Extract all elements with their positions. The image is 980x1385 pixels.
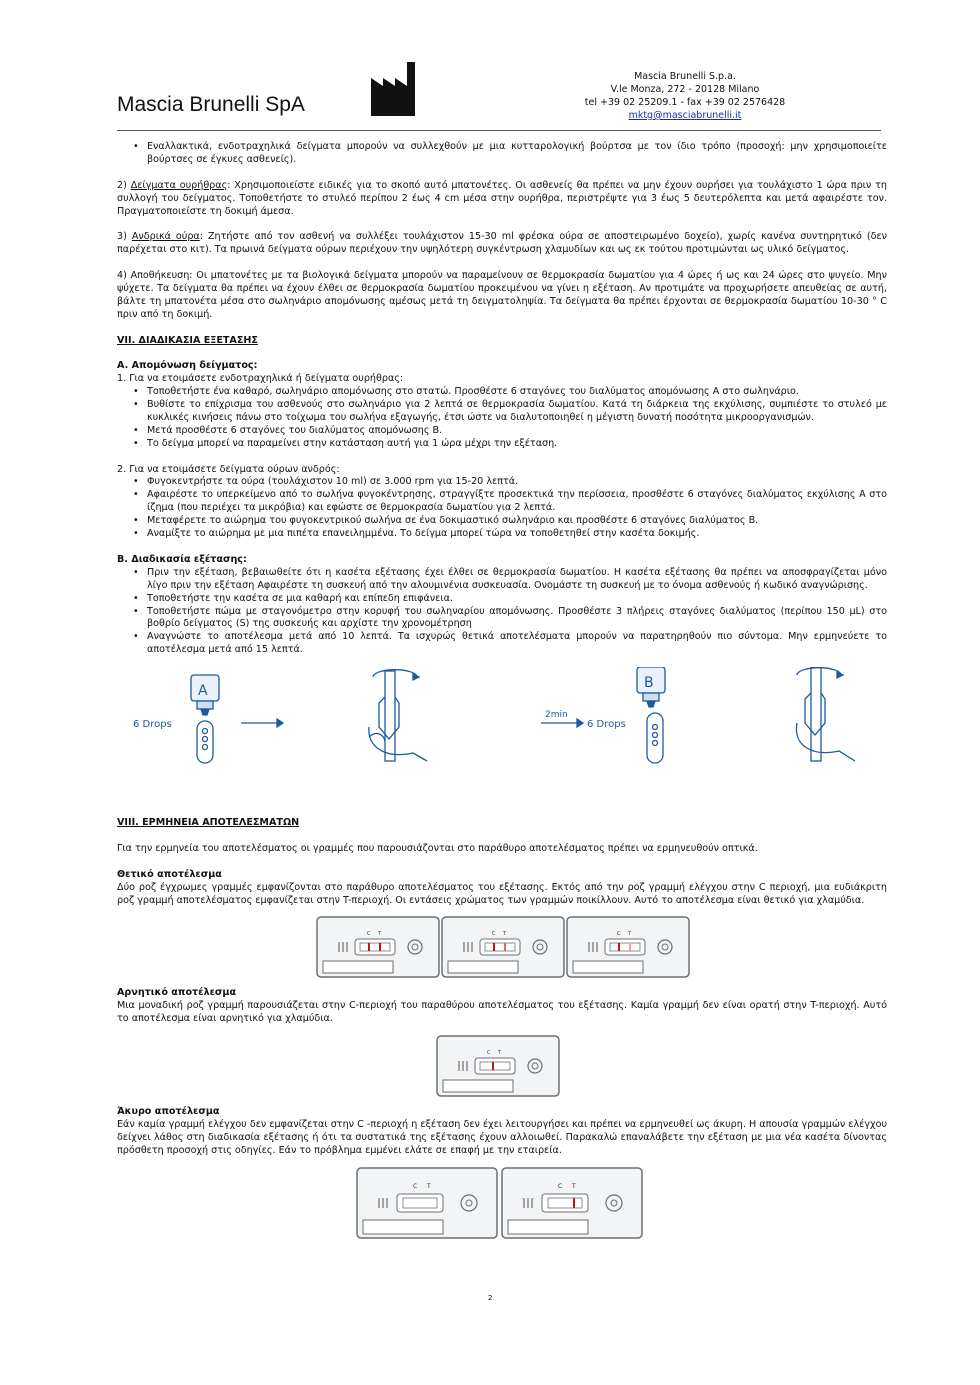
negative-text: Μια μοναδική ροζ γραμμή παρουσιάζεται στην C-περιοχή του παραθύρου αποτελέσματος του εξέτασης. Καμία γραμμή δεν είναι ορατή στην T-περιοχή. Αυτό το αποτέλεσμα είναι αρνητικό για χλαμύδια. bbox=[117, 1000, 887, 1025]
factory-icon bbox=[369, 62, 417, 116]
document-body bbox=[117, 141, 887, 1242]
positive-text: Δύο ροζ έγχρωμες γραμμές εμφανίζονται στο παράθυρο αποτελέσματος του εξέτασης. Εκτός από την ροζ γραμμή ελέγχου στην C περιοχή, μια ευδιάκριτη ροζ γραμμή αποτελέσματος εμφανίζεται στην T-περιοχή. Οι εντάσεις χρώματος των γραμμών ποικίλλουν. Αυτό το αποτέλεσμα είναι θετικό για χλαμύδια. bbox=[117, 881, 887, 906]
cassette bbox=[567, 917, 689, 977]
list-item: • Τοποθετήστε πώμα με σταγονόμετρο στην κορυφή του σωληναρίου απομόνωσης. Προσθέστε 3 πλήρεις σταγόνες διαλύματος (περίπου 150 μL) στο βοθρίο δείγματος (S) της συσκευής και αρχίστε την χρονομέτρηση bbox=[147, 606, 887, 632]
paragraph-urine: 3) Ανδρικά ούρα: Ζητήστε από τον ασθενή να συλλέξει τουλάχιστον 15-30 ml φρέσκα ούρα σε αποστειρωμένο δοχείο), χωρίς κανένα συντηρητικό (δεν παρέχεται στο κιτ). Τα πρωινά δείγματα ούρων περιέχουν την υψηλότερη συγκέντρωση χλαμυδίων και ως εκ τούτου προτιμώνται ως υλικό δείγματος. bbox=[117, 231, 887, 256]
address-line: tel +39 02 25209.1 - fax +39 02 2576428 bbox=[584, 97, 786, 108]
list-item: • Αναμίξτε το αιώρημα με μια πιπέτα επανειλημμένα. Το δείγμα μπορεί τώρα να τοποθετηθεί στην κασέτα δοκιμής. bbox=[147, 528, 887, 541]
procedure-diagram bbox=[117, 667, 887, 777]
drops-b-label: 6 Drops bbox=[587, 719, 626, 731]
a2-list bbox=[117, 476, 887, 541]
address-line: Mascia Brunelli S.p.a. bbox=[634, 71, 736, 82]
c-label: C bbox=[492, 931, 496, 938]
list-item: • Αφαιρέστε το υπερκείμενο από το σωλήνα φυγοκέντρησης, στραγγίξτε προσεκτικά την περίσσεια, προσθέστε 6 σταγόνες διαλύματος εκχύλισης Α στο ίζημα (που περιέχει τα μικρόβια) και εφώστε σε θερμοκρασία δωματίου για 2 λεπτά. bbox=[147, 489, 887, 515]
c-label: C bbox=[487, 1050, 491, 1057]
list-item: • Πριν την εξέταση, βεβαιωθείτε ότι η κασέτα εξέτασης έχει έλθει σε θερμοκρασία δωματίου. Η κασέτα εξέτασης θα πρέπει να αποσφραγίζεται μόνο λίγο πριν την εξέταση Αφαιρέστε τη συσκευή από την αλουμινένια συσκευασία. Ονομάστε τη συσκευή με το όνομα ασθενούς ή κωδικό αναγνώρισης. bbox=[147, 567, 887, 593]
section-8-intro: Για την ερμηνεία του αποτελέσματος οι γραμμές που παρουσιάζονται στο παράθυρο αποτελέσματος πρέπει να ερμηνευθούν οπτικά. bbox=[117, 842, 758, 854]
bottle-b-letter: B bbox=[644, 675, 654, 692]
wait-label: 2min bbox=[545, 710, 568, 721]
invalid-cassettes bbox=[117, 1162, 887, 1242]
invalid-title: Άκυρο αποτέλεσμα bbox=[117, 1106, 220, 1118]
list-item: • Φυγοκεντρήστε τα ούρα (τουλάχιστον 10 ml) σε 3.000 rpm για 15-20 λεπτά. bbox=[147, 476, 887, 489]
list-item: • Μεταφέρετε το αιώρημα του φυγοκεντρικού σωλήνα σε ένα δοκιμαστικό σωληνάριο και προσθέστε 6 σταγόνες διαλύματος Β. bbox=[147, 515, 887, 528]
bottle-a-letter: A bbox=[198, 683, 208, 700]
company-name: Mascia Brunelli SpA bbox=[117, 93, 305, 116]
positive-title: Θετικό αποτέλεσμα bbox=[117, 868, 222, 880]
t-label: T bbox=[503, 931, 507, 938]
section-8-title: VIII. ΕΡΜΗΝΕΙΑ ΑΠΟΤΕΛΕΣΜΑΤΩΝ bbox=[117, 817, 300, 829]
address-line: V.le Monza, 272 - 20128 Milano bbox=[610, 84, 760, 95]
page-number: 2 bbox=[488, 1294, 493, 1302]
t-label: T bbox=[378, 931, 382, 938]
c-label: C bbox=[413, 1182, 418, 1190]
c-label: C bbox=[367, 931, 371, 938]
t-label: T bbox=[498, 1050, 502, 1057]
t-label: T bbox=[427, 1182, 431, 1190]
paragraph-storage: 4) Αποθήκευση: Οι μπατονέτες με τα βιολογικά δείγματα μπορούν να παραμείνουν σε θερμοκρασία δωματίου για 4 ώρες ή ως και 24 ώρες στο ψυγείο. Μην ψύχετε. Τα δείγματα θα πρέπει να έχουν έλθει σε θερμοκρασία δωματίου προκειμένου να γίνει η εξέταση. Αν προτιμάτε να προχωρήσετε απευθείας σε αυτή, βάλτε τη μπατονέτα μέσα στο σωληνάριο απομόνωσης αμέσως μετά τη δειγματοληψία. Τα δείγματα θα πρέπει έρχονται σε θερμοκρασία δωματίου 10-30 ° C πριν από τη δοκιμή. bbox=[117, 270, 887, 320]
a2-intro: 2. Για να ετοιμάσετε δείγματα ούρων ανδρός: bbox=[117, 463, 340, 475]
section-b-title: B. Διαδικασία εξέτασης: bbox=[117, 553, 247, 565]
list-item: • Μετά προσθέστε 6 σταγόνες του διαλύματος απομόνωσης Β. bbox=[147, 425, 887, 438]
urethral-label: Δείγματα ουρήθρας bbox=[130, 179, 228, 191]
header-divider bbox=[117, 130, 881, 131]
drops-a-label: 6 Drops bbox=[133, 719, 172, 731]
positive-cassettes bbox=[117, 915, 887, 981]
invalid-text: Εάν καμία γραμμή ελέγχου δεν εμφανίζεται στην C -περιοχή η εξέταση δεν έχει λειτουργήσει και πρέπει να ερμηνευθεί ως άκυρη. Η απουσία γραμμών ελέγχου δείχνει λάθος στη διαδικασία εξέτασης ή ότι τα συστατικά της εξέτασης έχουν αλλοιωθεί. Παρακαλώ επαναλάβετε την εξέταση με μια νέα κασέτα δίνοντας πρόσθετη προσοχή στις οδηγίες. Εάν το πρόβλημα εμμένει ελάτε σε επαφή με την εταιρεία. bbox=[117, 1119, 887, 1156]
list-item: • Βυθίστε το επίχρισμα του ασθενούς στο σωληνάριο για 2 λεπτά σε θερμοκρασία δωματίου. Κατά τη διάρκεια της εκχύλισης, συμπιέστε το στυλεό με κυκλικές κινήσεις πάνω στο τοίχωμα του σωλήνα εξαγωγής, έτσι ώστε να διαλυτοποιηθεί η μέγιστη δυνατή ποσότητα μικροοργανισμών. bbox=[147, 399, 887, 425]
company-address bbox=[565, 70, 805, 122]
section-7-title: VII. ΔΙΑΔΙΚΑΣΙΑ ΕΞΕΤΑΣΗΣ bbox=[117, 334, 258, 346]
cassette bbox=[437, 1036, 559, 1096]
email-link[interactable]: mktg@masciabrunelli.it bbox=[628, 110, 742, 121]
b-list bbox=[117, 567, 887, 657]
urine-label: Ανδρικά ούρα bbox=[131, 231, 200, 243]
c-label: C bbox=[617, 931, 621, 938]
t-label: T bbox=[572, 1182, 576, 1190]
cassette bbox=[502, 1168, 642, 1238]
negative-cassette bbox=[117, 1032, 887, 1100]
cassette bbox=[317, 917, 439, 977]
cassette bbox=[442, 917, 564, 977]
list-item: • Το δείγμα μπορεί να παραμείνει στην κατάσταση αυτή για 1 ώρα μέχρι την εξέταση. bbox=[147, 438, 887, 451]
paragraph-urethral: 2) Δείγματα ουρήθρας: Χρησιμοποιείστε ειδικές για το σκοπό αυτό μπατονέτες. Οι ασθενείς θα πρέπει να μην έχουν ουρήσει για τουλάχιστο 1 ώρα πριν τη συλλογή του δείγματος. Τοποθετήστε το στυλεό περίπου 2 έως 4 cm μέσα στην ουρήθρα, περιστρέψτε για 3 έως 5 δευτερόλεπτα και μετά αφαιρέστε τον. Πραγματοποιείστε τη δοκιμή άμεσα. bbox=[117, 179, 887, 217]
section-a-title: A. Απομόνωση δείγματος: bbox=[117, 360, 258, 372]
list-item: • Τοποθετήστε ένα καθαρό, σωληνάριο απομόνωσης στο στατώ. Προσθέστε 6 σταγόνες του διαλύματος απομόνωσης Α στο σωληνάριο. bbox=[147, 386, 887, 399]
list-item: • Εναλλακτικά, ενδοτραχηλικά δείγματα μπορούν να συλλεχθούν με μια κυτταρολογική βούρτσα με τον ίδιο τρόπο (προσοχή: μην χρησιμοποιείτε βούρτσες σε έγκυες ασθενείς). bbox=[147, 141, 887, 167]
c-label: C bbox=[558, 1182, 563, 1190]
cassette bbox=[357, 1168, 497, 1238]
t-label: T bbox=[628, 931, 632, 938]
negative-title: Αρνητικό αποτέλεσμα bbox=[117, 987, 237, 999]
a1-list bbox=[117, 386, 887, 451]
a1-intro: 1. Για να ετοιμάσετε ενδοτραχηλικά ή δείγματα ουρήθρας: bbox=[117, 373, 404, 385]
list-item: • Τοποθετήστε την κασέτα σε μια καθαρή και επίπεδη επιφάνεια. bbox=[147, 593, 887, 606]
list-item: • Αναγνώστε το αποτέλεσμα μετά από 10 λεπτά. Τα ισχυρώς θετικά αποτελέσματα μπορούν να παρατηρηθούν πιο σύντομα. Μην ερμηνεύετε το αποτέλεσμα μετά από 15 λεπτά. bbox=[147, 631, 887, 657]
